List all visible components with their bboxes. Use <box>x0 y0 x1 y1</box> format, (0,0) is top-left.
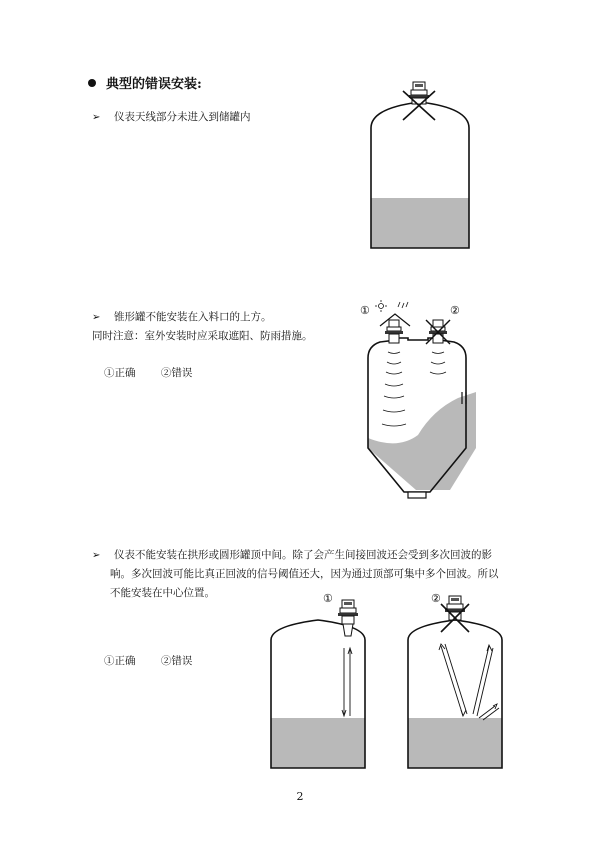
item-cone-tank <box>92 308 272 327</box>
page-number: 2 <box>296 790 304 803</box>
outdoor-note: 同时注意：室外安装时应采取遮阳、防雨措施。 <box>92 330 313 342</box>
fig-label-1: ① <box>360 304 370 317</box>
item-antenna-not-inside <box>92 108 251 127</box>
liquid-level <box>408 718 502 768</box>
arrow-bullet-icon: ➢ <box>92 550 101 561</box>
item-dome-center <box>92 546 492 565</box>
radar-instrument-icon <box>338 600 358 636</box>
arrow-bullet-icon: ➢ <box>92 312 101 323</box>
radar-wave-icon <box>382 352 406 426</box>
fig-label-2: ② <box>431 592 441 605</box>
item-dome-center-line2: 响。多次回波可能比真正回波的信号阈值还大，因为通过顶部可集中多个回波。所以 <box>110 568 499 580</box>
legend-section2 <box>104 364 214 383</box>
liquid-level <box>271 718 365 768</box>
radar-instrument-icon <box>445 596 465 620</box>
figure-dome-wrong <box>405 590 505 770</box>
radar-instrument-icon <box>385 320 403 343</box>
arrow-bullet-icon: ➢ <box>92 112 101 123</box>
section-heading-text: 典型的错误安装: <box>106 77 202 92</box>
fig-label-1: ① <box>323 592 333 605</box>
section-heading <box>88 73 202 92</box>
legend-section3 <box>104 652 214 671</box>
legend-wrong: ②错误 <box>160 367 193 379</box>
rain-icon <box>398 302 408 308</box>
figure-cone-tank <box>358 300 488 505</box>
item-antenna-text: 仪表天线部分未进入到储罐内 <box>114 111 251 123</box>
item-dome-center-line3: 不能安装在中心位置。 <box>110 587 215 599</box>
bullet-dot <box>88 79 96 87</box>
legend-wrong: ②错误 <box>160 655 193 667</box>
tank-outlet <box>408 492 426 498</box>
radar-wave-icon <box>430 352 446 374</box>
material-fill <box>368 392 476 490</box>
sun-icon <box>375 300 387 312</box>
legend-correct: ①正确 <box>104 655 136 667</box>
radar-instrument-icon <box>409 82 429 104</box>
fig-label-2: ② <box>450 304 460 317</box>
multiple-echo-arrows <box>439 644 499 720</box>
item-cone-tank-text: 锥形罐不能安装在入料口的上方。 <box>114 311 272 323</box>
echo-arrows <box>342 648 352 716</box>
liquid-level <box>371 198 469 248</box>
figure-antenna-outside-tank <box>365 78 475 253</box>
legend-correct: ①正确 <box>104 367 136 379</box>
item-dome-center-line1: 仪表不能安装在拱形或圆形罐顶中间。除了会产生间接回波还会受到多次回波的影 <box>114 549 492 561</box>
figure-dome-correct <box>268 590 368 770</box>
